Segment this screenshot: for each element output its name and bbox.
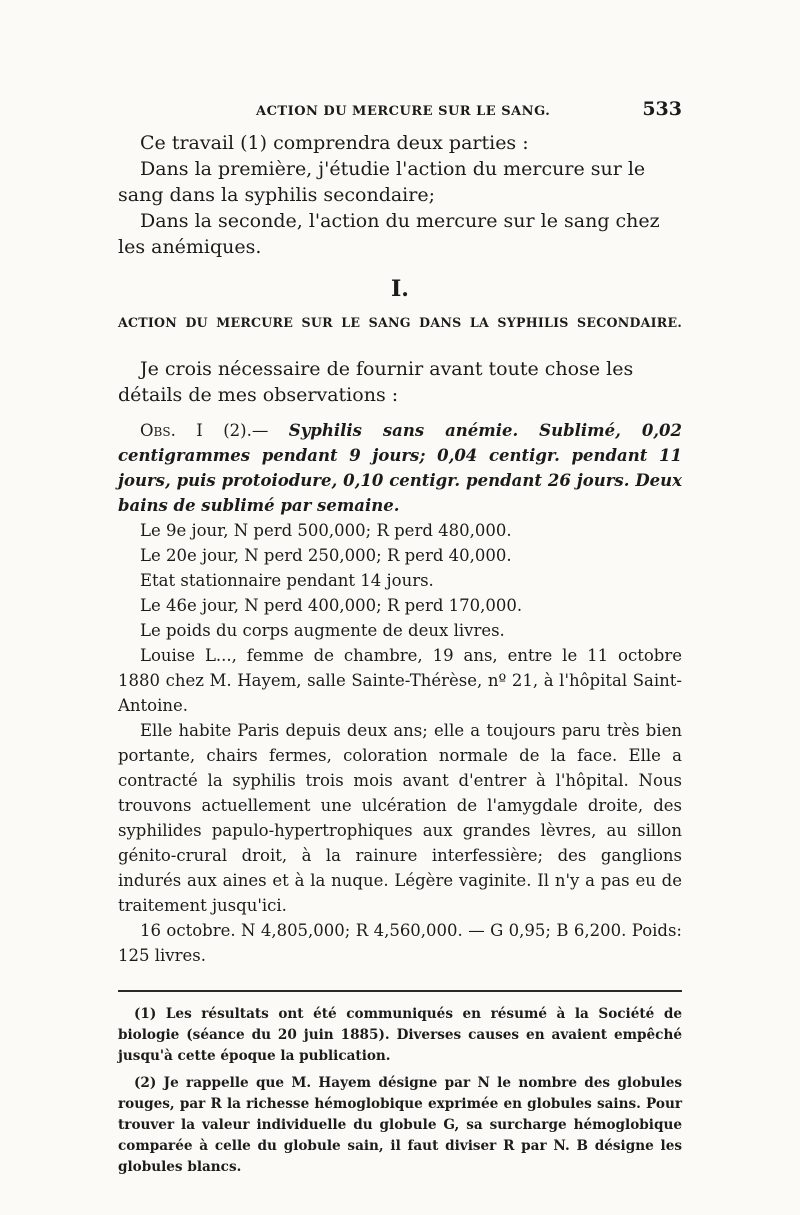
intro-line: Ce travail (1) comprendra deux parties : (140, 132, 529, 154)
case-history-paragraph: Elle habite Paris depuis deux ans; elle a toujours paru très bien portante, chairs fermes, coloration normale de la face. Elle a contracté la syphilis trois mois avant d'entrer à l'hôpital. Nous trouvons actuellement une ulcération de l'amygdale droite, des syphilides papulo-hypertrophiques aux grandes lèvres, au sillon génito-crural droit, à la rainure interfessière; des ganglions indurés aux aines et à la nuque. Légère vaginite. Il n'y a pas eu de traitement jusqu'ici. (118, 721, 682, 915)
observation-heading (118, 418, 682, 518)
data-line-day-9: Le 9e jour, N perd 500,000; R perd 480,000. (140, 521, 512, 540)
lead-paragraph: Je crois nécessaire de fournir avant toute chose les détails de mes observations : (118, 358, 634, 406)
book-page (118, 96, 682, 1184)
intro-paragraph-first-part: Dans la première, j'étudie l'action du mercure sur le sang dans la syphilis secondaire; (118, 158, 646, 206)
data-line-stationary: Etat stationnaire pendant 14 jours. (140, 571, 434, 590)
intro-paragraph-second-part: Dans la seconde, l'action du mercure sur le sang chez les anémiques. (118, 210, 660, 258)
data-line-day-46: Le 46e jour, N perd 400,000; R perd 170,000. (140, 596, 523, 615)
footnote-1: (1) Les résultats ont été communiqués en résumé à la Société de biologie (séance du 20 juin 1885). Diverses causes en avaient empêché jusqu'à cette époque la publication. (118, 1006, 682, 1064)
footnote-rule (118, 990, 682, 992)
data-line-weight: Le poids du corps augmente de deux livres. (140, 621, 505, 640)
page-number: 533 (642, 98, 682, 120)
case-admission-paragraph: Louise L..., femme de chambre, 19 ans, entre le 11 octobre 1880 chez M. Hayem, salle Sainte-Thérèse, nº 21, à l'hôpital Saint-Antoine. (118, 646, 682, 715)
section-title: ACTION DU MERCURE SUR LE SANG DANS LA SYPHILIS SECONDAIRE. (118, 315, 682, 330)
observation-block (118, 418, 682, 643)
page-header (118, 96, 682, 130)
observation-summary: Syphilis sans anémie. Sublimé, 0,02 centigrammes pendant 9 jours; 0,04 centigr. pendant 11 jours, puis protoiodure, 0,10 centigr. pendant 26 jours. Deux bains de sublimé par semaine. (118, 421, 683, 515)
observation-label: Obs. I (2).— (140, 421, 269, 440)
footnote-2: (2) Je rappelle que M. Hayem désigne par N le nombre des globules rouges, par R la richesse hémoglobique exprimée en globules sains. Pour trouver la valeur individuelle du globule G, sa surcharge hémoglobique comparée à celle du globule sain, il faut diviser R par N. B désigne les globules blancs. (118, 1075, 682, 1175)
running-head: ACTION DU MERCURE SUR LE SANG. (256, 104, 551, 119)
footnotes (118, 1004, 682, 1178)
data-line-day-20: Le 20e jour, N perd 250,000; R perd 40,000. (140, 546, 512, 565)
case-measurements-paragraph: 16 octobre. N 4,805,000; R 4,560,000. — G 0,95; B 6,200. Poids: 125 livres. (118, 921, 682, 965)
section-numeral: I. (391, 276, 409, 302)
